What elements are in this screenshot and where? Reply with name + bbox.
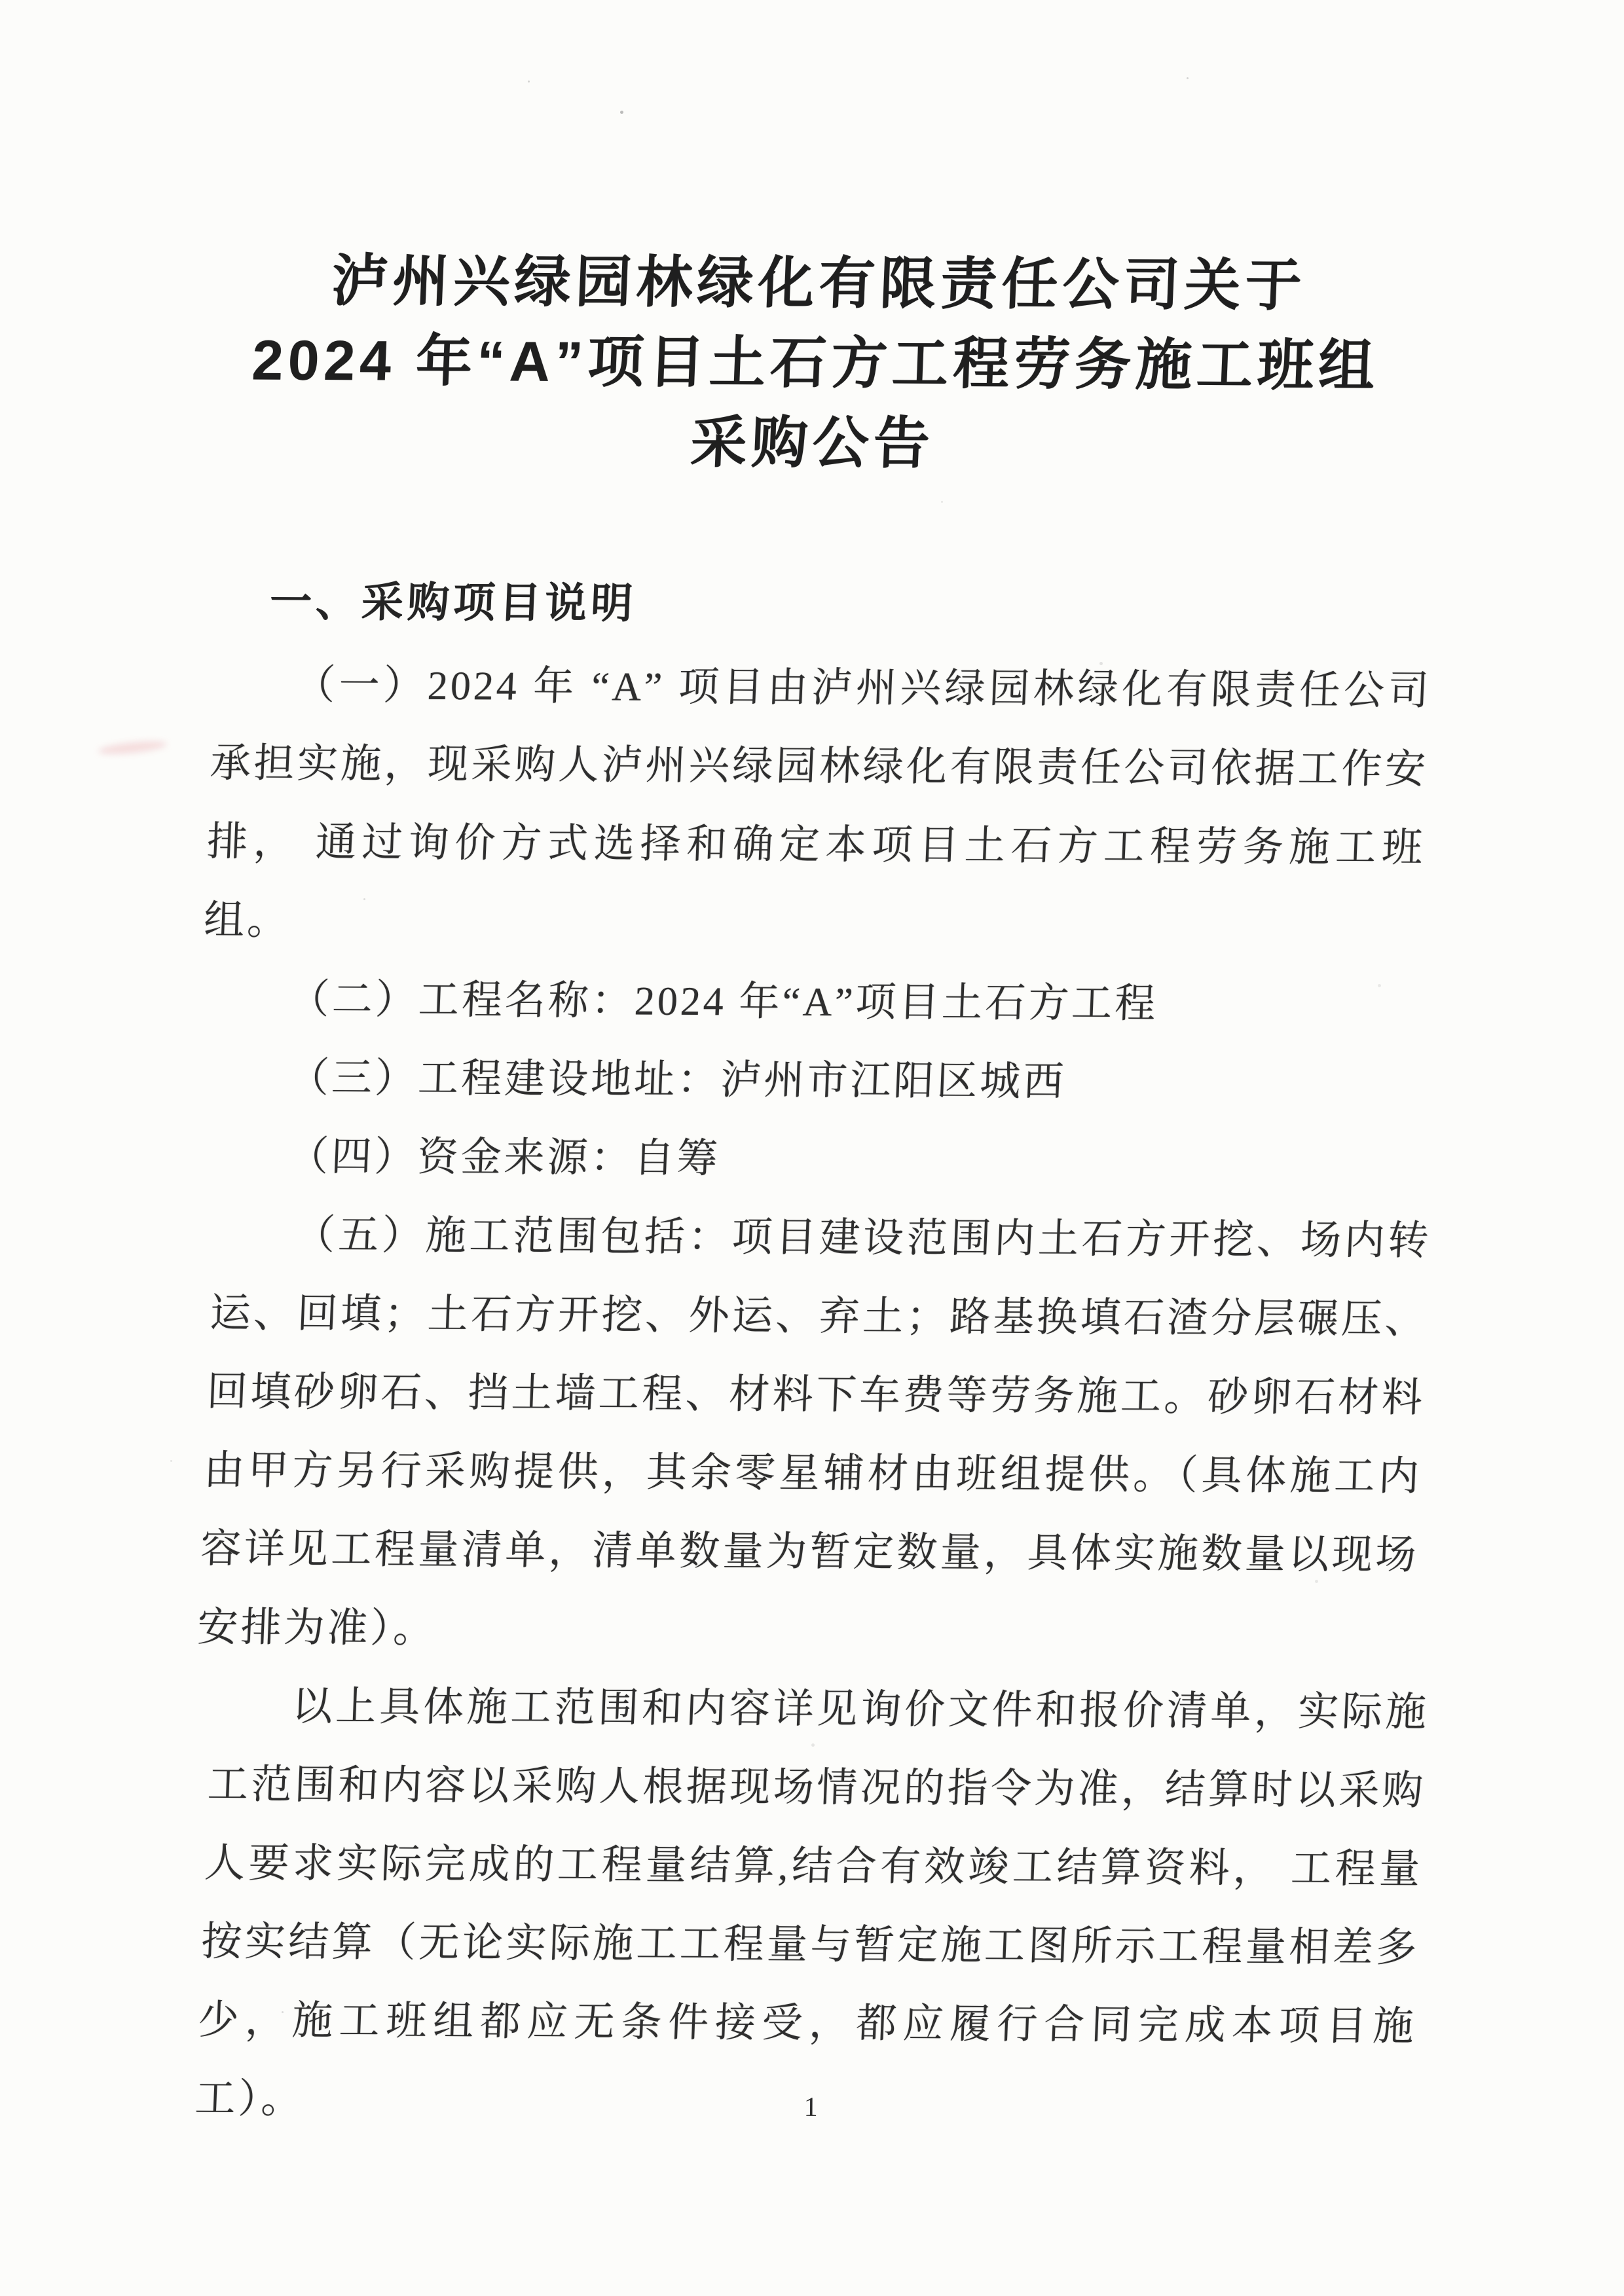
document-content (194, 0, 1433, 2296)
document-title (202, 0, 1439, 486)
body-paragraph-2: （二）工程名称：2024 年“A”项目土石方工程 (287, 977, 1159, 1027)
page-number: 1 (803, 2092, 818, 2123)
document-title-line-3: 采购公告 (689, 410, 936, 475)
scan-noise-speckles (0, 0, 2, 2)
document-title-line-2: 2024 年“A”项目土石方工程劳务施工班组 (251, 329, 1381, 398)
body-paragraph-1: （一）2024 年 “A” 项目由泸州兴绿园林绿化有限责任公司承担实施，现采购人泸州兴绿园林绿化有限责任公司依据工作安排， 通过询价方式选择和确定本项目土石方工程劳务施工班组。 (202, 663, 1433, 943)
scan-smudge (98, 739, 167, 757)
section-heading: 一、采购项目说明 (268, 577, 638, 627)
document-title-line-1: 泸州兴绿园林绿化有限责任公司关于 (330, 249, 1308, 318)
body-paragraph-5: （五）施工范围包括：项目建设范围内土石方开挖、场内转运、回填；土石方开挖、外运、弃土；路基换填石渣分层碾压、回填砂卵石、挡土墙工程、材料下车费等劳务施工。砂卵石材料由甲方另行采购提供，其余零星辅材由班组提供。（具体施工内容详见工程量清单，清单数量为暂定数量，具体实施数量以现场安排为准）。 (196, 1212, 1432, 1651)
body-paragraph-4: （四）资金来源：自筹 (287, 1134, 722, 1182)
body-paragraph-6: 以上具体施工范围和内容详见询价文件和报价清单，实际施工范围和内容以采购人根据现场情况的指令为准，结算时以采购人要求实际完成的工程量结算,结合有效竣工结算资料， 工程量按实结算（无论实际施工工程量与暂定施工图所示工程量相差多少，施工班组都应无条件接受，都应履行合同完成本项目施工）。 (194, 1684, 1430, 2122)
body-paragraph-3: （三）工程建设地址：泸州市江阳区城西 (287, 1055, 1067, 1104)
